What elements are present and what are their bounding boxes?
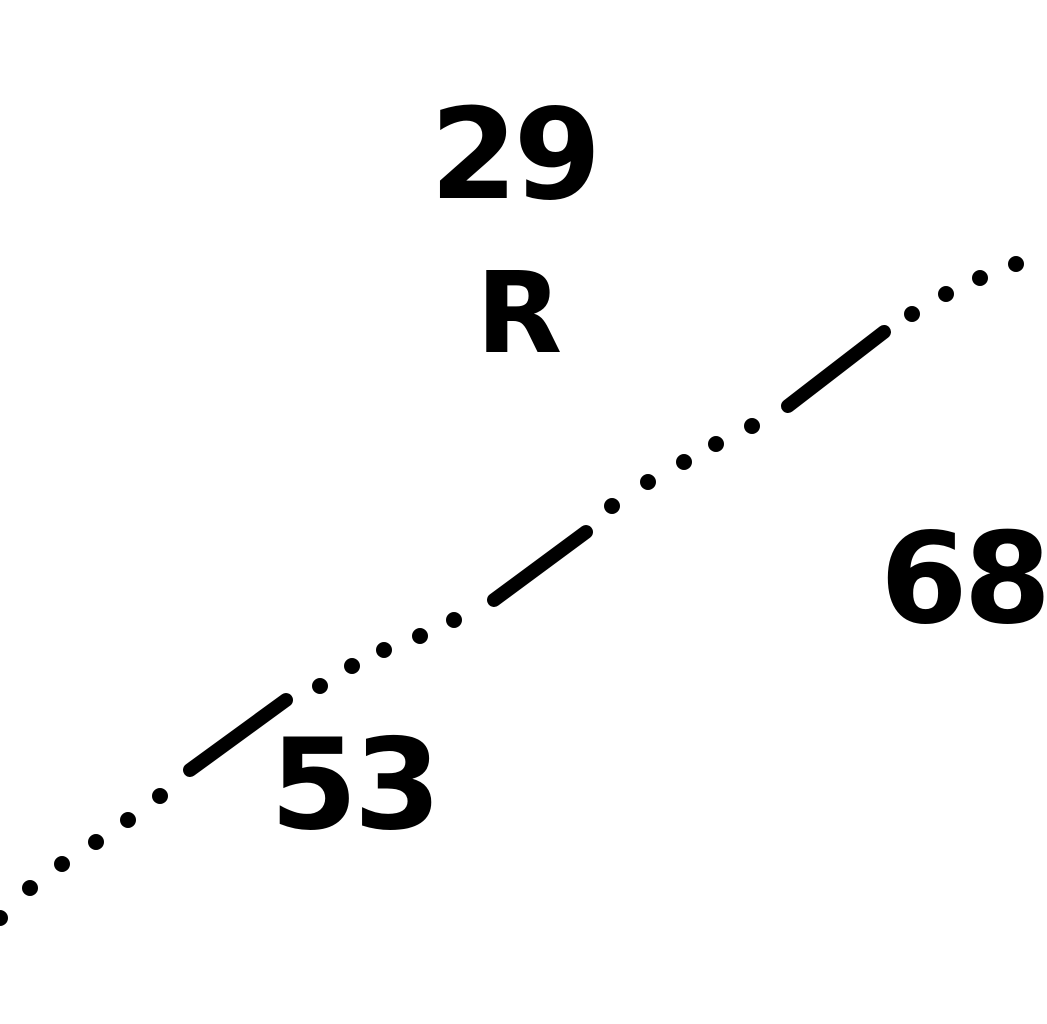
seabed-type-label: R — [476, 249, 563, 379]
boundary-dot — [972, 270, 988, 286]
boundary-dot — [412, 628, 428, 644]
boundary-dash — [494, 532, 586, 600]
boundary-dot — [938, 286, 954, 302]
boundary-dashes — [190, 332, 884, 770]
boundary-dot — [744, 418, 760, 434]
boundary-dot — [676, 454, 692, 470]
sounding-53: 53 — [270, 711, 438, 858]
boundary-dash — [788, 332, 884, 406]
boundary-dot — [0, 910, 8, 926]
boundary-dot — [344, 658, 360, 674]
boundary-dot — [446, 612, 462, 628]
boundary-dot — [708, 436, 724, 452]
sounding-68: 68 — [880, 505, 1047, 652]
boundary-dot — [152, 788, 168, 804]
sounding-29: 29 — [430, 81, 598, 228]
boundary-dot — [1008, 256, 1024, 272]
boundary-dot — [640, 474, 656, 490]
boundary-dot — [312, 678, 328, 694]
boundary-dot — [904, 306, 920, 322]
boundary-dot — [22, 880, 38, 896]
boundary-dot — [604, 498, 620, 514]
boundary-dot — [88, 834, 104, 850]
boundary-dot — [120, 812, 136, 828]
boundary-dot — [376, 642, 392, 658]
boundary-dot — [54, 856, 70, 872]
